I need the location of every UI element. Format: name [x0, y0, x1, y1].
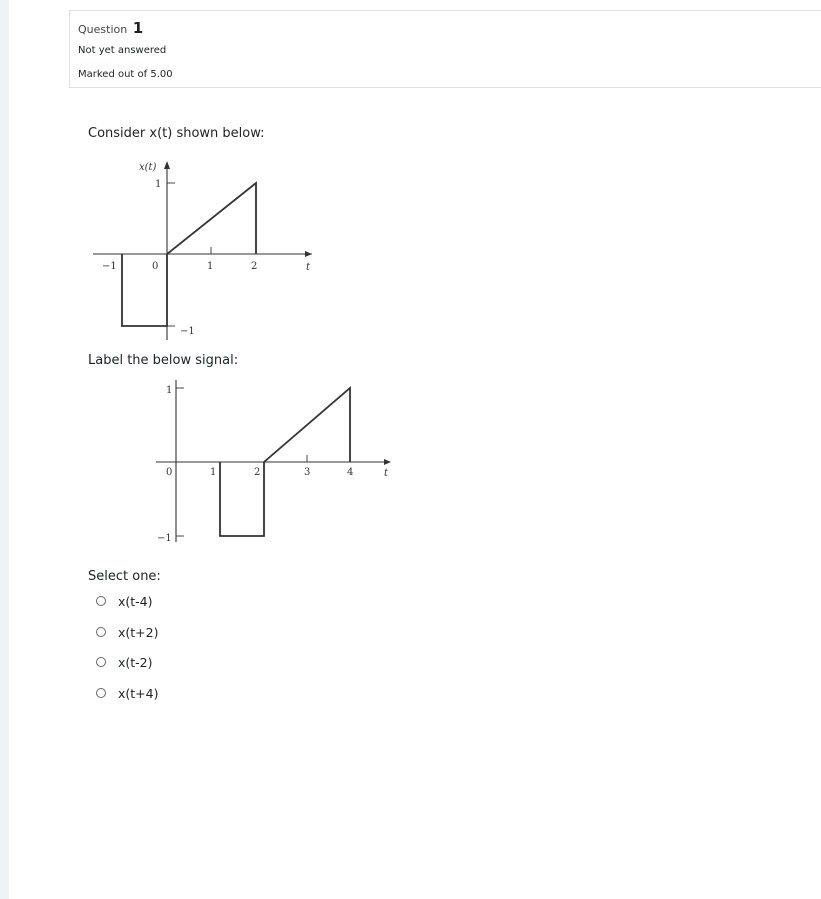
tick-label-x-3-2: 3: [304, 467, 311, 478]
prompt-consider: Consider x(t) shown below:: [88, 126, 265, 141]
signal-plot-shifted: [145, 375, 395, 550]
tick-label-y-neg1-2: −1: [157, 533, 172, 544]
prompt-label-signal: Label the below signal:: [88, 353, 239, 368]
radio-button[interactable]: [96, 596, 106, 606]
option-2[interactable]: [96, 622, 158, 642]
xlabel-t: t: [306, 262, 311, 273]
tick-label-x-1-2: 1: [210, 467, 217, 478]
option-label: x(t+2): [118, 624, 159, 640]
select-one-label: Select one:: [88, 569, 161, 584]
tick-label-y-neg1: −1: [180, 326, 195, 337]
radio-button[interactable]: [96, 688, 106, 698]
option-label: x(t-4): [118, 593, 153, 609]
xt-axis-arrow: [164, 161, 170, 169]
question-info-box: [69, 10, 821, 88]
tick-label-x-1: 1: [207, 261, 214, 272]
left-margin-strip: [0, 0, 9, 899]
t-axis-arrow: [305, 251, 312, 257]
tick-label-x-0: 0: [152, 261, 159, 272]
radio-button[interactable]: [96, 627, 106, 637]
radio-button[interactable]: [96, 657, 106, 667]
question-mark: Marked out of 5.00: [78, 69, 173, 80]
tick-label-x-neg1: −1: [102, 261, 117, 272]
tick-label-y-1: 1: [155, 179, 162, 190]
option-1[interactable]: [96, 591, 153, 611]
tick-label-x-2: 2: [251, 261, 258, 272]
tick-label-y-1-2: 1: [166, 385, 173, 396]
option-3[interactable]: [96, 652, 153, 672]
option-4[interactable]: [96, 683, 158, 703]
tick-label-x-2-2: 2: [254, 467, 261, 478]
question-label-text: Question: [78, 23, 128, 36]
ylabel-xt: x(t): [139, 162, 157, 173]
xlabel-t-2: t: [384, 468, 389, 479]
question-number: [78, 19, 143, 37]
signal-plot-xt: [80, 155, 320, 345]
tick-label-x-0-2: 0: [166, 467, 173, 478]
t-axis-arrow-2: [384, 459, 391, 465]
question-number-value: 1: [132, 19, 144, 37]
question-state: Not yet answered: [78, 45, 167, 56]
option-label: x(t+4): [118, 685, 159, 701]
tick-label-x-4-2: 4: [347, 467, 354, 478]
option-label: x(t-2): [118, 654, 153, 670]
